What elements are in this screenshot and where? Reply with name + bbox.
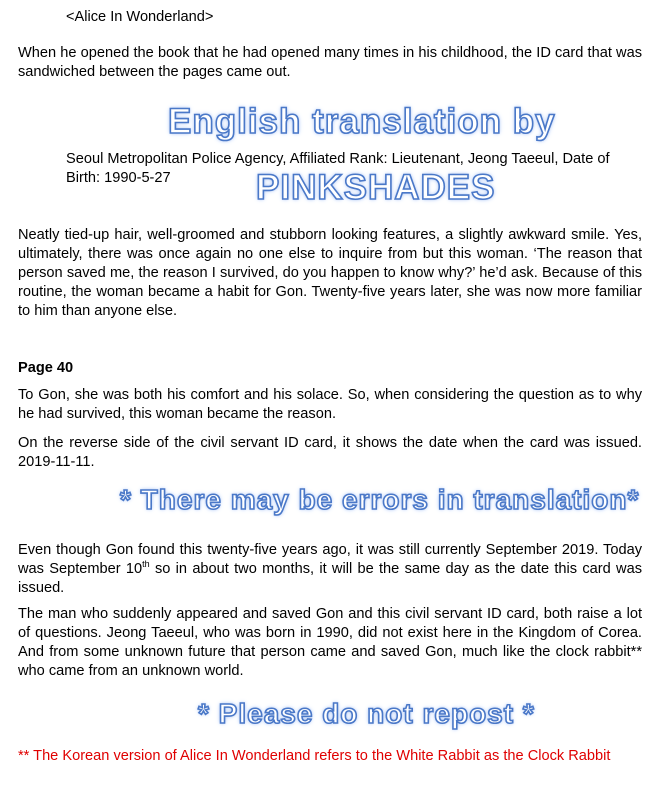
paragraph-id-card: Seoul Metropolitan Police Agency, Affiliated Rank: Lieutenant, Jeong Taeeul, Date of Birth: 1990-5-27 — [66, 151, 610, 186]
footnote: ** The Korean version of Alice In Wonderland refers to the White Rabbit as the Clock Rabbit — [18, 748, 611, 764]
paragraph-comfort-solace: To Gon, she was both his comfort and his solace. So, when considering the question as to why he had survived, this woman became the reason. — [18, 387, 642, 422]
paragraph-id-reverse: On the reverse side of the civil servant ID card, it shows the date when the card was issued. 2019-11-11. — [18, 435, 642, 470]
paragraph-questions: The man who suddenly appeared and saved Gon and this civil servant ID card, both raise a lot of questions. Jeong Taeeul, who was born in 1990, did not exist here in the Kingdom of Corea. And from some unknown future that person came and saved Gon, much like the clock rabbit** who came from an unknown world. — [18, 606, 642, 679]
paragraph-hair-description: Neatly tied-up hair, well-groomed and stubborn looking features, a slightly awkward smile. Yes, ultimately, there was once again no one else to inquire from but this woman. ‘The reason that person saved me, the reason I survived, do you happen to know why?’ he’d ask. Because of this routine, the woman became a habit for Gon. Twenty-five years later, she was now more familiar to him than anyone else. — [18, 227, 642, 319]
book-title: <Alice In Wonderland> — [66, 9, 214, 25]
watermark-no-repost: * Please do not repost * — [198, 698, 535, 729]
watermark-translator: PINKSHADES — [256, 168, 496, 207]
watermark-errors-notice: * There may be errors in translation* — [120, 484, 640, 515]
paragraph-september: Even though Gon found this twenty-five years ago, it was still currently September 2019. Today was September 10th so in about two months, it will be the same day as the date this card was issued. — [18, 542, 642, 596]
watermark-translation-by: English translation by — [168, 102, 556, 141]
page-label: Page 40 — [18, 360, 74, 376]
paragraph-book-opened: When he opened the book that he had opened many times in his childhood, the ID card that was sandwiched between the pages came out. — [18, 45, 642, 80]
